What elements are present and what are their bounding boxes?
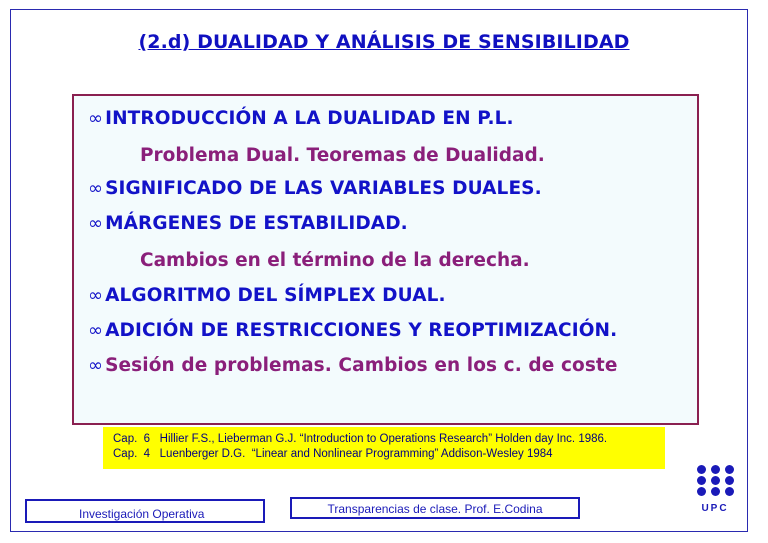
bullet-item-text: MÁRGENES DE ESTABILIDAD. (105, 213, 408, 234)
bullet-item-4 (88, 285, 446, 306)
bullet-item-6 (88, 355, 618, 376)
footer-course-name: Investigación Operativa (25, 499, 265, 523)
bullet-item-2 (88, 178, 542, 199)
upc-logo-icon (697, 465, 735, 497)
infinity-bullet-icon: ∞ (88, 178, 104, 199)
bullet-item-text: Sesión de problemas. Cambios en los c. de coste (105, 355, 618, 376)
upc-logo-label: UPC (701, 503, 729, 514)
footer-credits: Transparencias de clase. Prof. E.Codina (290, 497, 580, 519)
reference-line: Cap. 6 Hillier F.S., Lieberman G.J. “Introduction to Operations Research” Holden day Inc. 1986. (113, 433, 608, 445)
infinity-bullet-icon: ∞ (88, 285, 104, 306)
references-box (103, 427, 665, 469)
infinity-bullet-icon: ∞ (88, 355, 104, 376)
bullet-item-1 (88, 108, 514, 129)
bullet-item-text: SIGNIFICADO DE LAS VARIABLES DUALES. (105, 178, 542, 199)
infinity-bullet-icon: ∞ (88, 213, 104, 234)
bullet-item-text: INTRODUCCIÓN A LA DUALIDAD EN P.L. (105, 108, 514, 129)
sub-item-1: Problema Dual. Teoremas de Dualidad. (140, 145, 545, 166)
bullet-item-text: ADICIÓN DE RESTRICCIONES Y REOPTIMIZACIÓN. (105, 320, 618, 341)
bullet-item-3 (88, 213, 408, 234)
bullet-item-5 (88, 320, 617, 341)
infinity-bullet-icon: ∞ (88, 108, 104, 129)
infinity-bullet-icon: ∞ (88, 320, 104, 341)
sub-item-3: Cambios en el término de la derecha. (140, 250, 530, 271)
reference-line: Cap. 4 Luenberger D.G. “Linear and Nonlinear Programming” Addison-Wesley 1984 (113, 448, 553, 460)
slide-title: (2.d) DUALIDAD Y ANÁLISIS DE SENSIBILIDAD (138, 31, 630, 53)
bullet-item-text: ALGORITMO DEL SÍMPLEX DUAL. (105, 285, 446, 306)
